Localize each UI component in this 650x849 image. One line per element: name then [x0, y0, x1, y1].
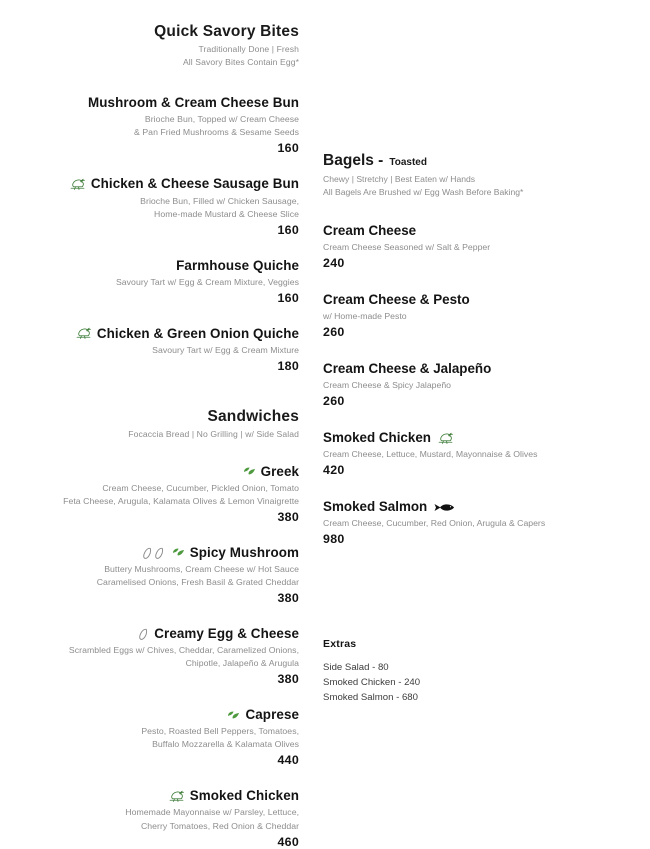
menu-item-price: 980	[323, 532, 345, 547]
chili-icon	[142, 547, 153, 559]
chicken-icon	[168, 790, 185, 803]
menu-item-description-line-1: Brioche Bun, Topped w/ Cream Cheese	[144, 114, 300, 125]
spice-level-icons	[142, 547, 165, 559]
menu-item-description-line-2: Chipotle, Jalapeño & Arugula	[185, 658, 300, 669]
menu-item-name: Creamy Egg & Cheese	[154, 626, 300, 642]
section-subtitle-line-1: Focaccia Bread | No Grilling | w/ Side Salad	[128, 429, 300, 440]
menu-item-name-row	[0, 176, 299, 192]
section-title: Sandwiches	[207, 407, 300, 425]
menu-item-name-row	[0, 326, 299, 342]
menu-item-description-line-1: Pesto, Roasted Bell Peppers, Tomatoes,	[141, 726, 300, 737]
menu-item-price: 460	[277, 834, 300, 849]
menu-item-description-line-1: w/ Home-made Pesto	[323, 310, 407, 321]
menu-item-name-row	[323, 499, 650, 515]
right-column	[317, 0, 650, 704]
menu-item-description-line-1: Savoury Tart w/ Egg & Cream Mixture	[152, 344, 300, 355]
menu-item[interactable]	[0, 545, 317, 605]
menu-item-price: 260	[323, 325, 345, 340]
section-title: Quick Savory Bites	[154, 23, 300, 40]
menu-item-description-line-1: Cream Cheese Seasoned w/ Salt & Pepper	[323, 241, 491, 252]
menu-item-description-line-1: Scrambled Eggs w/ Chives, Cheddar, Caramelized Onions,	[68, 645, 300, 656]
left-column	[0, 0, 317, 849]
extras-list	[323, 661, 650, 706]
menu-item-name: Greek	[260, 463, 300, 479]
extras-title: Extras	[323, 638, 357, 651]
menu-item-description-line-1: Homemade Mayonnaise w/ Parsley, Lettuce,	[125, 807, 300, 818]
menu-item-price: 380	[277, 509, 300, 524]
menu-item[interactable]	[323, 292, 650, 339]
menu-item-name: Chicken & Green Onion Quiche	[96, 325, 300, 341]
menu-item-name: Caprese	[245, 707, 300, 723]
menu-item-description-line-2: Home-made Mustard & Cheese Slice	[154, 208, 300, 219]
menu-item-name: Chicken & Cheese Sausage Bun	[90, 176, 300, 192]
menu-item-price: 380	[277, 672, 300, 687]
menu-item[interactable]	[323, 499, 650, 546]
menu-item[interactable]	[323, 361, 650, 408]
list-item: Smoked Salmon - 680	[323, 692, 418, 704]
section-subtitle-line-1: Chewy | Stretchy | Best Eaten w/ Hands	[323, 174, 476, 184]
list-item: Side Salad - 80	[323, 662, 389, 674]
menu-item-description-line-2: Cherry Tomatoes, Red Onion & Cheddar	[140, 820, 300, 831]
section-title: Bagels -	[323, 152, 384, 169]
menu-item-description-line-1: Cream Cheese, Cucumber, Red Onion, Arugula & Capers	[323, 518, 546, 529]
section-subtitle-line-1: Traditionally Done | Fresh	[198, 44, 300, 55]
fish-icon	[433, 502, 455, 513]
leaf-icon	[227, 711, 240, 720]
chicken-icon	[437, 432, 454, 445]
menu-item[interactable]	[0, 95, 317, 155]
menu-item[interactable]	[0, 326, 317, 373]
chicken-icon	[69, 178, 86, 191]
menu-item-description-line-1: Savoury Tart w/ Egg & Cream Mixture, Veggies	[115, 276, 300, 287]
menu-item-description-line-2: Feta Cheese, Arugula, Kalamata Olives & Lemon Vinaigrette	[63, 495, 300, 506]
section-subtitle-line-2: All Savory Bites Contain Egg*	[182, 56, 300, 67]
menu-item-price: 180	[277, 358, 300, 373]
menu-item-description-line-1: Brioche Bun, Filled w/ Chicken Sausage,	[140, 195, 300, 206]
menu-item-name-row	[0, 707, 299, 723]
menu-item-price: 440	[277, 753, 300, 768]
menu-item-price: 160	[277, 222, 300, 237]
menu-item-name: Cream Cheese & Jalapeño	[323, 361, 492, 377]
menu-item-name-row	[323, 292, 650, 308]
menu-item-price: 420	[323, 463, 345, 478]
menu-item-description-line-1: Cream Cheese & Spicy Jalapeño	[323, 380, 452, 391]
menu-item-name: Smoked Chicken	[323, 430, 431, 446]
menu-item-name: Farmhouse Quiche	[176, 257, 300, 273]
menu-item-name-row	[0, 258, 299, 274]
menu-item-price: 240	[323, 255, 345, 270]
menu-item-description-line-1: Cream Cheese, Lettuce, Mustard, Mayonnaise & Olives	[323, 449, 538, 460]
menu-item-name-row	[0, 788, 299, 804]
menu-item-description-line-2: & Pan Fried Mushrooms & Sesame Seeds	[134, 127, 300, 138]
menu-item-description-line-2: Buffalo Mozzarella & Kalamata Olives	[152, 739, 300, 750]
menu-item-description-line-1: Buttery Mushrooms, Cream Cheese w/ Hot Sauce	[104, 563, 300, 574]
menu-item-name-row	[0, 464, 299, 480]
leaf-icon	[172, 548, 185, 557]
menu-item-description-line-1: Cream Cheese, Cucumber, Pickled Onion, Tomato	[102, 482, 300, 493]
menu-item-name: Spicy Mushroom	[189, 544, 300, 560]
menu-item-name-row	[323, 361, 650, 377]
menu-item-name-row	[323, 223, 650, 239]
menu-item-name: Cream Cheese	[323, 222, 417, 238]
bagels-header	[323, 152, 650, 199]
menu-item[interactable]	[0, 176, 317, 236]
chicken-icon	[75, 327, 92, 340]
sandwiches-header	[0, 407, 317, 441]
menu-item[interactable]	[323, 430, 650, 477]
menu-item-name: Smoked Chicken	[189, 788, 300, 804]
section-subtitle-line-2: All Bagels Are Brushed w/ Egg Wash Before Baking*	[323, 186, 524, 197]
menu-item[interactable]	[0, 464, 317, 524]
chili-icon	[138, 628, 149, 640]
bagels-title-row	[323, 152, 650, 170]
menu-item-price: 160	[277, 290, 300, 305]
extras-section	[323, 638, 650, 706]
menu-item-name-row	[0, 95, 299, 111]
menu-item-price: 160	[277, 141, 300, 156]
menu-item-name: Smoked Salmon	[323, 499, 428, 515]
menu-item[interactable]	[0, 626, 317, 686]
menu-item-name: Mushroom & Cream Cheese Bun	[88, 95, 300, 111]
menu-item-price: 380	[277, 591, 300, 606]
quick-savory-bites-header	[0, 22, 317, 68]
section-title-suffix: Toasted	[389, 157, 427, 168]
menu-item[interactable]	[323, 223, 650, 270]
menu-item-name-row	[323, 430, 650, 446]
chili-icon	[154, 547, 165, 559]
menu-item-name: Cream Cheese & Pesto	[323, 291, 470, 307]
menu-item[interactable]	[0, 707, 317, 767]
menu-item[interactable]	[0, 788, 317, 848]
list-item: Smoked Chicken - 240	[323, 677, 421, 689]
menu-item-name-row	[0, 626, 299, 642]
menu-item[interactable]	[0, 258, 317, 305]
menu-item-description-line-2: Caramelised Onions, Fresh Basil & Grated Cheddar	[96, 577, 300, 587]
leaf-icon	[243, 467, 256, 476]
menu-item-price: 260	[323, 394, 345, 409]
menu-item-name-row	[0, 545, 299, 561]
